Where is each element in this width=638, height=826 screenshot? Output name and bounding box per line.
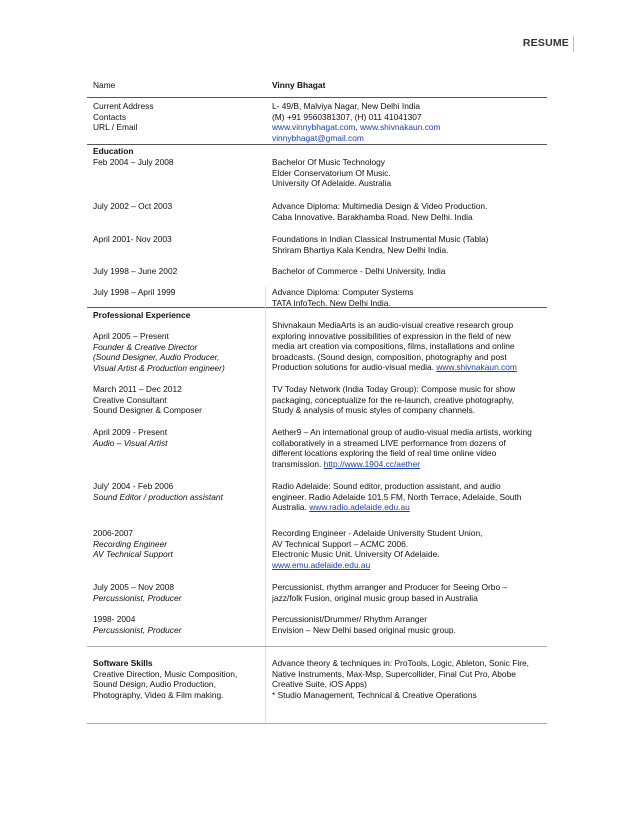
experience-line: Percussionist/Drummer/ Rhythm Arranger (272, 614, 427, 624)
education-date: July 1998 – June 2002 (93, 266, 178, 276)
experience-date: 2006-2007 (93, 528, 134, 538)
education-date: July 1998 – April 1999 (93, 287, 176, 297)
divider (87, 646, 547, 647)
skills-left (93, 658, 265, 700)
education-detail (272, 157, 547, 189)
contact-labels (93, 101, 265, 133)
experience-line: exploring innovative possibilities of expression in the field of new (272, 330, 511, 341)
experience-link[interactable]: http://www.1904.cc/aether (323, 458, 421, 469)
experience-title: Sound Designer & Composer (93, 405, 202, 416)
website-link-shivnakaun[interactable]: www.shivnakaun.com (359, 122, 441, 133)
experience-line: media art creation via compositions, films, installations and online (272, 341, 515, 352)
education-date: April 2001- Nov 2003 (93, 234, 172, 244)
experience-line: Study & analysis of music styles of company channels. (272, 405, 475, 416)
education-line: Advance Diploma: Computer Systems (272, 287, 414, 297)
divider (87, 307, 547, 308)
experience-description (272, 528, 547, 570)
education-detail (272, 201, 547, 222)
experience-line: AV Technical Support – ACMC 2006. (272, 538, 409, 549)
experience-line: engineer. Radio Adelaide 101.5 FM, North Terrace, Adelaide, South (272, 491, 522, 502)
divider (87, 144, 547, 145)
experience-role (93, 427, 265, 448)
education-line: TATA InfoTech. New Delhi India. (272, 297, 391, 308)
experience-line-text: Australia. (272, 502, 310, 513)
education-line: University Of Adelaide. Australia (272, 178, 392, 189)
experience-line (272, 459, 547, 470)
experience-line: Recording Engineer - Adelaide University Student Union, (272, 528, 483, 538)
experience-line: jazz/folk Fusion, original music group based in Australia (272, 592, 478, 603)
column-divider (265, 287, 266, 723)
title-divider (573, 36, 574, 52)
experience-heading: Professional Experience (93, 310, 191, 320)
experience-link[interactable]: www.shivnakaun.com (436, 362, 517, 373)
experience-line: Shivnakaun MediaArts is an audio-visual creative research group (272, 320, 514, 330)
experience-line: TV Today Network (India Today Group): Compose music for show (272, 384, 516, 394)
experience-role (93, 331, 265, 373)
address-label: Current Address (93, 101, 154, 111)
experience-role (93, 528, 265, 560)
experience-title: AV Technical Support (93, 549, 173, 560)
address-value: L- 49/B, Malviya Nagar, New Delhi India (272, 101, 421, 111)
url-separator: , (355, 122, 360, 133)
experience-date: July' 2004 - Feb 2006 (93, 481, 174, 491)
experience-line (272, 502, 547, 513)
divider (87, 97, 547, 98)
experience-line (272, 362, 547, 373)
experience-line: collaboratively in a streamed LIVE performance from dozens of (272, 437, 506, 448)
skills-heading: Software Skills (93, 658, 153, 668)
experience-description (272, 427, 547, 469)
email-link[interactable]: vinnybhagat@gmail.com (272, 132, 364, 143)
experience-role (93, 582, 265, 603)
name-value: Vinny Bhagat (272, 80, 326, 90)
page-title: RESUME (522, 37, 569, 49)
experience-line: Radio Adelaide: Sound editor, production assistant, and audio (272, 481, 501, 491)
education-date: Feb 2004 – July 2008 (93, 157, 174, 167)
experience-description (272, 582, 547, 603)
experience-date: April 2005 – Present (93, 331, 169, 341)
experience-title: Percussionist, Producer (93, 624, 182, 635)
experience-title: Audio – Visual Artist (93, 437, 168, 448)
experience-role (93, 614, 265, 635)
contacts-label: Contacts (93, 111, 127, 122)
experience-date: July 2005 – Nov 2008 (93, 582, 175, 592)
experience-line-text: transmission. (272, 458, 324, 469)
divider (87, 723, 547, 724)
experience-description (272, 384, 547, 416)
experience-line: packaging, conceptualize for the re-launch, creative photography, (272, 394, 514, 405)
skills-line: Creative Direction, Music Composition, (93, 668, 238, 679)
experience-title: Sound Editor / production assistant (93, 491, 223, 502)
experience-link[interactable]: www.radio.adelaide.edu.au (309, 502, 410, 513)
url-email-label: URL / Email (93, 122, 138, 133)
experience-date: March 2011 – Dec 2012 (93, 384, 182, 394)
experience-line: Envision – New Delhi based original music group. (272, 624, 456, 635)
skills-line: Native Instruments, Max-Msp, Supercollider, Final Cut Pro, Abobe (272, 668, 516, 679)
experience-title: Percussionist, Producer (93, 592, 182, 603)
skills-line: Creative Suite, iOS Apps) (272, 679, 367, 690)
url-line (272, 122, 547, 133)
experience-date: 1998- 2004 (93, 614, 136, 624)
skills-right (272, 658, 547, 700)
experience-line: Aether9 – An international group of audio-visual media artists, working (272, 427, 532, 437)
education-line: Caba Innovative. Barakhamba Road. New Delhi. India (272, 211, 473, 222)
education-line: Bachelor Of Music Technology (272, 157, 385, 167)
skills-line: Sound Design, Audio Production, (93, 679, 216, 690)
education-line: Shriram Bhartiya Kala Kendra, New Delhi India. (272, 244, 449, 255)
experience-title: Recording Engineer (93, 538, 168, 549)
education-line: Foundations in Indian Classical Instrumental Music (Tabla) (272, 234, 489, 244)
skills-line: Advance theory & techniques in: ProTools, Logic, Ableton, Sonic Fire, (272, 658, 529, 668)
skills-line: * Studio Management, Technical & Creative Operations (272, 689, 477, 700)
experience-role (93, 384, 265, 416)
experience-description (272, 614, 547, 635)
education-detail (272, 266, 547, 277)
education-line: Advance Diploma: Multimedia Design & Video Production. (272, 201, 488, 211)
experience-description (272, 481, 547, 513)
experience-line: Percussionist, rhythm arranger and Producer for Seeing Orbo – (272, 582, 508, 592)
experience-line: broadcasts. (Sound design, composition, photography and post (272, 351, 507, 362)
experience-title: Visual Artist & Production engineer) (93, 362, 225, 373)
experience-line: different locations exploring the field of real time online video (272, 448, 497, 459)
contact-values (272, 101, 547, 143)
education-detail (272, 234, 547, 255)
education-detail (272, 287, 547, 308)
experience-line: Electronic Music Unit. University Of Adelaide. (272, 549, 440, 560)
contacts-value: (M) +91 9560381307, (H) 011 41041307 (272, 111, 422, 122)
experience-description (272, 320, 547, 373)
experience-role (93, 481, 265, 502)
experience-line-text: Production solutions for audio-visual media. (272, 362, 437, 373)
website-link-vinnybhagat[interactable]: www.vinnybhagat.com (272, 122, 356, 133)
experience-title: (Sound Designer, Audio Producer, (93, 352, 220, 363)
experience-date: April 2009 - Present (93, 427, 168, 437)
name-label: Name (93, 80, 116, 90)
education-line: Bachelor of Commerce - Delhi University, India (272, 266, 446, 276)
education-date: July 2002 – Oct 2003 (93, 201, 173, 211)
experience-title: Creative Consultant (93, 394, 167, 405)
education-heading: Education (93, 146, 134, 156)
education-line: Elder Conservatorium Of Music. (272, 167, 391, 178)
skills-line: Photography, Video & Film making. (93, 689, 224, 700)
experience-title: Founder & Creative Director (93, 341, 198, 352)
experience-link[interactable]: www.emu.adelaide.edu.au (272, 559, 371, 570)
